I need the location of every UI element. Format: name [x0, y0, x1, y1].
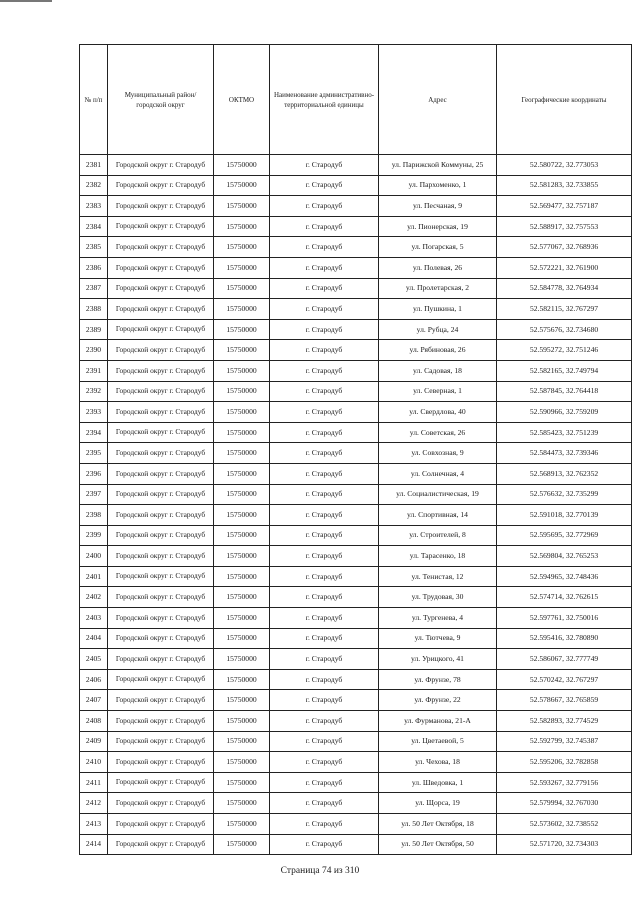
cell-oktmo: 15750000 — [214, 772, 270, 793]
cell-coords: 52.572221, 32.761900 — [497, 257, 632, 278]
cell-oktmo: 15750000 — [214, 175, 270, 196]
cell-num: 2402 — [80, 587, 108, 608]
page-number: Страница 74 из 310 — [280, 866, 360, 876]
cell-coords: 52.578667, 32.765859 — [497, 690, 632, 711]
cell-oktmo: 15750000 — [214, 525, 270, 546]
cell-address: ул. 50 Лет Октября, 18 — [379, 814, 497, 835]
cell-unit: г. Стародуб — [270, 587, 379, 608]
cell-num: 2381 — [80, 155, 108, 176]
cell-unit: г. Стародуб — [270, 443, 379, 464]
cell-address: ул. Совхозная, 9 — [379, 443, 497, 464]
table-row — [80, 299, 632, 320]
cell-num: 2398 — [80, 505, 108, 526]
cell-unit: г. Стародуб — [270, 505, 379, 526]
cell-unit: г. Стародуб — [270, 381, 379, 402]
cell-oktmo: 15750000 — [214, 814, 270, 835]
cell-num: 2387 — [80, 278, 108, 299]
cell-district: Городской округ г. Стародуб — [108, 299, 214, 320]
cell-num: 2391 — [80, 360, 108, 381]
cell-coords: 52.582165, 32.749794 — [497, 360, 632, 381]
cell-coords: 52.586067, 32.777749 — [497, 649, 632, 670]
header-coords: Географические координаты — [497, 45, 632, 155]
cell-address: ул. Солнечная, 4 — [379, 463, 497, 484]
cell-coords: 52.592799, 32.745387 — [497, 731, 632, 752]
cell-coords: 52.587845, 32.764418 — [497, 381, 632, 402]
cell-oktmo: 15750000 — [214, 834, 270, 855]
cell-district: Городской округ г. Стародуб — [108, 690, 214, 711]
cell-coords: 52.576632, 32.735299 — [497, 484, 632, 505]
cell-unit: г. Стародуб — [270, 257, 379, 278]
cell-unit: г. Стародуб — [270, 752, 379, 773]
cell-oktmo: 15750000 — [214, 587, 270, 608]
cell-address: ул. Фрунзе, 78 — [379, 669, 497, 690]
cell-address: ул. Песчаная, 9 — [379, 196, 497, 217]
cell-num: 2385 — [80, 237, 108, 258]
cell-oktmo: 15750000 — [214, 731, 270, 752]
cell-coords: 52.593267, 32.779156 — [497, 772, 632, 793]
cell-num: 2401 — [80, 566, 108, 587]
table-row — [80, 422, 632, 443]
cell-district: Городской округ г. Стародуб — [108, 628, 214, 649]
cell-district: Городской округ г. Стародуб — [108, 772, 214, 793]
cell-unit: г. Стародуб — [270, 402, 379, 423]
cell-district: Городской округ г. Стародуб — [108, 319, 214, 340]
table-row — [80, 402, 632, 423]
header-address: Адрес — [379, 45, 497, 155]
cell-oktmo: 15750000 — [214, 669, 270, 690]
table-row — [80, 381, 632, 402]
cell-oktmo: 15750000 — [214, 752, 270, 773]
cell-num: 2393 — [80, 402, 108, 423]
cell-unit: г. Стародуб — [270, 196, 379, 217]
cell-unit: г. Стародуб — [270, 525, 379, 546]
table-row — [80, 834, 632, 855]
cell-address: ул. Пионерская, 19 — [379, 216, 497, 237]
cell-district: Городской округ г. Стародуб — [108, 175, 214, 196]
cell-num: 2382 — [80, 175, 108, 196]
cell-coords: 52.595206, 32.782858 — [497, 752, 632, 773]
cell-coords: 52.584473, 32.739346 — [497, 443, 632, 464]
table-row — [80, 814, 632, 835]
header-oktmo: ОКТМО — [214, 45, 270, 155]
cell-address: ул. Урицкого, 41 — [379, 649, 497, 670]
cell-oktmo: 15750000 — [214, 402, 270, 423]
cell-district: Городской округ г. Стародуб — [108, 525, 214, 546]
cell-unit: г. Стародуб — [270, 299, 379, 320]
cell-num: 2395 — [80, 443, 108, 464]
cell-district: Городской округ г. Стародуб — [108, 669, 214, 690]
table-row — [80, 525, 632, 546]
cell-address: ул. Фурманова, 21-А — [379, 711, 497, 732]
cell-oktmo: 15750000 — [214, 463, 270, 484]
cell-num: 2399 — [80, 525, 108, 546]
cell-address: ул. Полевая, 26 — [379, 257, 497, 278]
cell-oktmo: 15750000 — [214, 237, 270, 258]
cell-address: ул. Северная, 1 — [379, 381, 497, 402]
header-unit: Наименование административно-территориальной единицы — [270, 45, 379, 155]
cell-coords: 52.590966, 32.759209 — [497, 402, 632, 423]
cell-address: ул. Свердлова, 40 — [379, 402, 497, 423]
cell-district: Городской округ г. Стародуб — [108, 484, 214, 505]
cell-unit: г. Стародуб — [270, 175, 379, 196]
table-row — [80, 669, 632, 690]
cell-district: Городской округ г. Стародуб — [108, 381, 214, 402]
cell-district: Городской округ г. Стародуб — [108, 443, 214, 464]
cell-num: 2386 — [80, 257, 108, 278]
table-body — [80, 155, 632, 855]
table-row — [80, 793, 632, 814]
cell-coords: 52.595695, 32.772969 — [497, 525, 632, 546]
cell-oktmo: 15750000 — [214, 278, 270, 299]
cell-oktmo: 15750000 — [214, 257, 270, 278]
cell-unit: г. Стародуб — [270, 566, 379, 587]
cell-district: Городской округ г. Стародуб — [108, 237, 214, 258]
cell-num: 2397 — [80, 484, 108, 505]
cell-address: ул. Шведовка, 1 — [379, 772, 497, 793]
cell-unit: г. Стародуб — [270, 155, 379, 176]
cell-address: ул. Парижской Коммуны, 25 — [379, 155, 497, 176]
cell-unit: г. Стародуб — [270, 793, 379, 814]
cell-unit: г. Стародуб — [270, 711, 379, 732]
cell-district: Городской округ г. Стародуб — [108, 360, 214, 381]
cell-district: Городской округ г. Стародуб — [108, 155, 214, 176]
cell-oktmo: 15750000 — [214, 690, 270, 711]
cell-address: ул. Погарская, 5 — [379, 237, 497, 258]
cell-district: Городской округ г. Стародуб — [108, 587, 214, 608]
cell-num: 2389 — [80, 319, 108, 340]
cell-address: ул. Социалистическая, 19 — [379, 484, 497, 505]
cell-oktmo: 15750000 — [214, 340, 270, 361]
cell-address: ул. Пархоменко, 1 — [379, 175, 497, 196]
cell-oktmo: 15750000 — [214, 505, 270, 526]
cell-coords: 52.575676, 32.734680 — [497, 319, 632, 340]
table-row — [80, 628, 632, 649]
cell-coords: 52.594965, 32.748436 — [497, 566, 632, 587]
cell-district: Городской округ г. Стародуб — [108, 608, 214, 629]
cell-coords: 52.574714, 32.762615 — [497, 587, 632, 608]
cell-coords: 52.569477, 32.757187 — [497, 196, 632, 217]
cell-oktmo: 15750000 — [214, 381, 270, 402]
cell-address: ул. Советская, 26 — [379, 422, 497, 443]
cell-district: Городской округ г. Стародуб — [108, 422, 214, 443]
table-row — [80, 711, 632, 732]
cell-unit: г. Стародуб — [270, 834, 379, 855]
cell-address: ул. Строителей, 8 — [379, 525, 497, 546]
cell-coords: 52.569804, 32.765253 — [497, 546, 632, 567]
cell-oktmo: 15750000 — [214, 711, 270, 732]
cell-district: Городской округ г. Стародуб — [108, 566, 214, 587]
cell-oktmo: 15750000 — [214, 155, 270, 176]
cell-num: 2405 — [80, 649, 108, 670]
table-row — [80, 587, 632, 608]
cell-num: 2403 — [80, 608, 108, 629]
cell-unit: г. Стародуб — [270, 216, 379, 237]
cell-address: ул. Тургенева, 4 — [379, 608, 497, 629]
table-row — [80, 196, 632, 217]
cell-oktmo: 15750000 — [214, 566, 270, 587]
table-row — [80, 278, 632, 299]
cell-unit: г. Стародуб — [270, 463, 379, 484]
cell-num: 2396 — [80, 463, 108, 484]
cell-unit: г. Стародуб — [270, 422, 379, 443]
cell-oktmo: 15750000 — [214, 484, 270, 505]
table-row — [80, 484, 632, 505]
cell-coords: 52.595416, 32.780890 — [497, 628, 632, 649]
table-row — [80, 237, 632, 258]
cell-address: ул. Рябиновая, 26 — [379, 340, 497, 361]
table-row — [80, 731, 632, 752]
cell-district: Городской округ г. Стародуб — [108, 257, 214, 278]
cell-oktmo: 15750000 — [214, 628, 270, 649]
cell-district: Городской округ г. Стародуб — [108, 793, 214, 814]
cell-oktmo: 15750000 — [214, 216, 270, 237]
cell-oktmo: 15750000 — [214, 443, 270, 464]
cell-coords: 52.588917, 32.757553 — [497, 216, 632, 237]
cell-num: 2413 — [80, 814, 108, 835]
cell-address: ул. Спортивная, 14 — [379, 505, 497, 526]
table-row — [80, 649, 632, 670]
cell-district: Городской округ г. Стародуб — [108, 834, 214, 855]
cell-unit: г. Стародуб — [270, 484, 379, 505]
cell-address: ул. 50 Лет Октября, 50 — [379, 834, 497, 855]
cell-num: 2394 — [80, 422, 108, 443]
cell-unit: г. Стародуб — [270, 690, 379, 711]
cell-unit: г. Стародуб — [270, 237, 379, 258]
cell-num: 2400 — [80, 546, 108, 567]
cell-num: 2410 — [80, 752, 108, 773]
cell-district: Городской округ г. Стародуб — [108, 505, 214, 526]
cell-coords: 52.595272, 32.751246 — [497, 340, 632, 361]
cell-address: ул. Садовая, 18 — [379, 360, 497, 381]
cell-coords: 52.584778, 32.764934 — [497, 278, 632, 299]
cell-unit: г. Стародуб — [270, 772, 379, 793]
table-row — [80, 505, 632, 526]
cell-oktmo: 15750000 — [214, 196, 270, 217]
cell-address: ул. Трудовая, 30 — [379, 587, 497, 608]
cell-address: ул. Рубца, 24 — [379, 319, 497, 340]
cell-num: 2406 — [80, 669, 108, 690]
header-num: № п/п — [80, 45, 108, 155]
scan-edge-mark — [0, 0, 52, 2]
cell-district: Городской округ г. Стародуб — [108, 278, 214, 299]
cell-num: 2392 — [80, 381, 108, 402]
cell-address: ул. Щорса, 19 — [379, 793, 497, 814]
table-row — [80, 546, 632, 567]
cell-address: ул. Пролетарская, 2 — [379, 278, 497, 299]
table-row — [80, 257, 632, 278]
table-row — [80, 772, 632, 793]
cell-num: 2404 — [80, 628, 108, 649]
cell-num: 2407 — [80, 690, 108, 711]
cell-district: Городской округ г. Стародуб — [108, 814, 214, 835]
registry-table — [79, 44, 632, 855]
cell-unit: г. Стародуб — [270, 360, 379, 381]
cell-coords: 52.571720, 32.734303 — [497, 834, 632, 855]
table-row — [80, 463, 632, 484]
cell-coords: 52.591018, 32.770139 — [497, 505, 632, 526]
cell-district: Городской округ г. Стародуб — [108, 731, 214, 752]
table-row — [80, 752, 632, 773]
cell-district: Городской округ г. Стародуб — [108, 752, 214, 773]
cell-num: 2390 — [80, 340, 108, 361]
cell-oktmo: 15750000 — [214, 793, 270, 814]
cell-num: 2388 — [80, 299, 108, 320]
cell-coords: 52.597761, 32.750016 — [497, 608, 632, 629]
cell-coords: 52.580722, 32.773053 — [497, 155, 632, 176]
cell-num: 2411 — [80, 772, 108, 793]
cell-num: 2383 — [80, 196, 108, 217]
cell-address: ул. Пушкина, 1 — [379, 299, 497, 320]
table-row — [80, 340, 632, 361]
cell-unit: г. Стародуб — [270, 319, 379, 340]
cell-district: Городской округ г. Стародуб — [108, 216, 214, 237]
cell-num: 2414 — [80, 834, 108, 855]
cell-coords: 52.577067, 32.768936 — [497, 237, 632, 258]
cell-unit: г. Стародуб — [270, 731, 379, 752]
cell-num: 2412 — [80, 793, 108, 814]
cell-unit: г. Стародуб — [270, 649, 379, 670]
cell-district: Городской округ г. Стародуб — [108, 402, 214, 423]
cell-num: 2384 — [80, 216, 108, 237]
header-district: Муниципальный район/городской округ — [108, 45, 214, 155]
cell-coords: 52.568913, 32.762352 — [497, 463, 632, 484]
cell-unit: г. Стародуб — [270, 628, 379, 649]
cell-oktmo: 15750000 — [214, 422, 270, 443]
cell-unit: г. Стародуб — [270, 608, 379, 629]
table-row — [80, 319, 632, 340]
cell-unit: г. Стародуб — [270, 669, 379, 690]
cell-oktmo: 15750000 — [214, 546, 270, 567]
cell-coords: 52.582893, 32.774529 — [497, 711, 632, 732]
table-row — [80, 443, 632, 464]
cell-address: ул. Тенистая, 12 — [379, 566, 497, 587]
table-row — [80, 608, 632, 629]
cell-num: 2409 — [80, 731, 108, 752]
table-row — [80, 175, 632, 196]
cell-oktmo: 15750000 — [214, 360, 270, 381]
cell-address: ул. Тарасенко, 18 — [379, 546, 497, 567]
cell-district: Городской округ г. Стародуб — [108, 463, 214, 484]
cell-district: Городской округ г. Стародуб — [108, 196, 214, 217]
cell-coords: 52.570242, 32.767297 — [497, 669, 632, 690]
cell-coords: 52.581283, 32.733855 — [497, 175, 632, 196]
table-row — [80, 360, 632, 381]
cell-coords: 52.573602, 32.738552 — [497, 814, 632, 835]
cell-address: ул. Фрунзе, 22 — [379, 690, 497, 711]
cell-unit: г. Стародуб — [270, 546, 379, 567]
cell-unit: г. Стародуб — [270, 340, 379, 361]
table-row — [80, 566, 632, 587]
cell-oktmo: 15750000 — [214, 608, 270, 629]
cell-district: Городской округ г. Стародуб — [108, 711, 214, 732]
cell-coords: 52.582115, 32.767297 — [497, 299, 632, 320]
cell-num: 2408 — [80, 711, 108, 732]
cell-district: Городской округ г. Стародуб — [108, 340, 214, 361]
cell-oktmo: 15750000 — [214, 319, 270, 340]
table-row — [80, 690, 632, 711]
table-row — [80, 155, 632, 176]
cell-address: ул. Тютчева, 9 — [379, 628, 497, 649]
cell-coords: 52.585423, 32.751239 — [497, 422, 632, 443]
cell-unit: г. Стародуб — [270, 814, 379, 835]
cell-district: Городской округ г. Стародуб — [108, 546, 214, 567]
cell-oktmo: 15750000 — [214, 649, 270, 670]
cell-district: Городской округ г. Стародуб — [108, 649, 214, 670]
cell-unit: г. Стародуб — [270, 278, 379, 299]
cell-coords: 52.579994, 32.767030 — [497, 793, 632, 814]
table-row — [80, 216, 632, 237]
cell-address: ул. Цветаевой, 5 — [379, 731, 497, 752]
cell-address: ул. Чехова, 18 — [379, 752, 497, 773]
cell-oktmo: 15750000 — [214, 299, 270, 320]
table-header-row — [80, 45, 632, 155]
